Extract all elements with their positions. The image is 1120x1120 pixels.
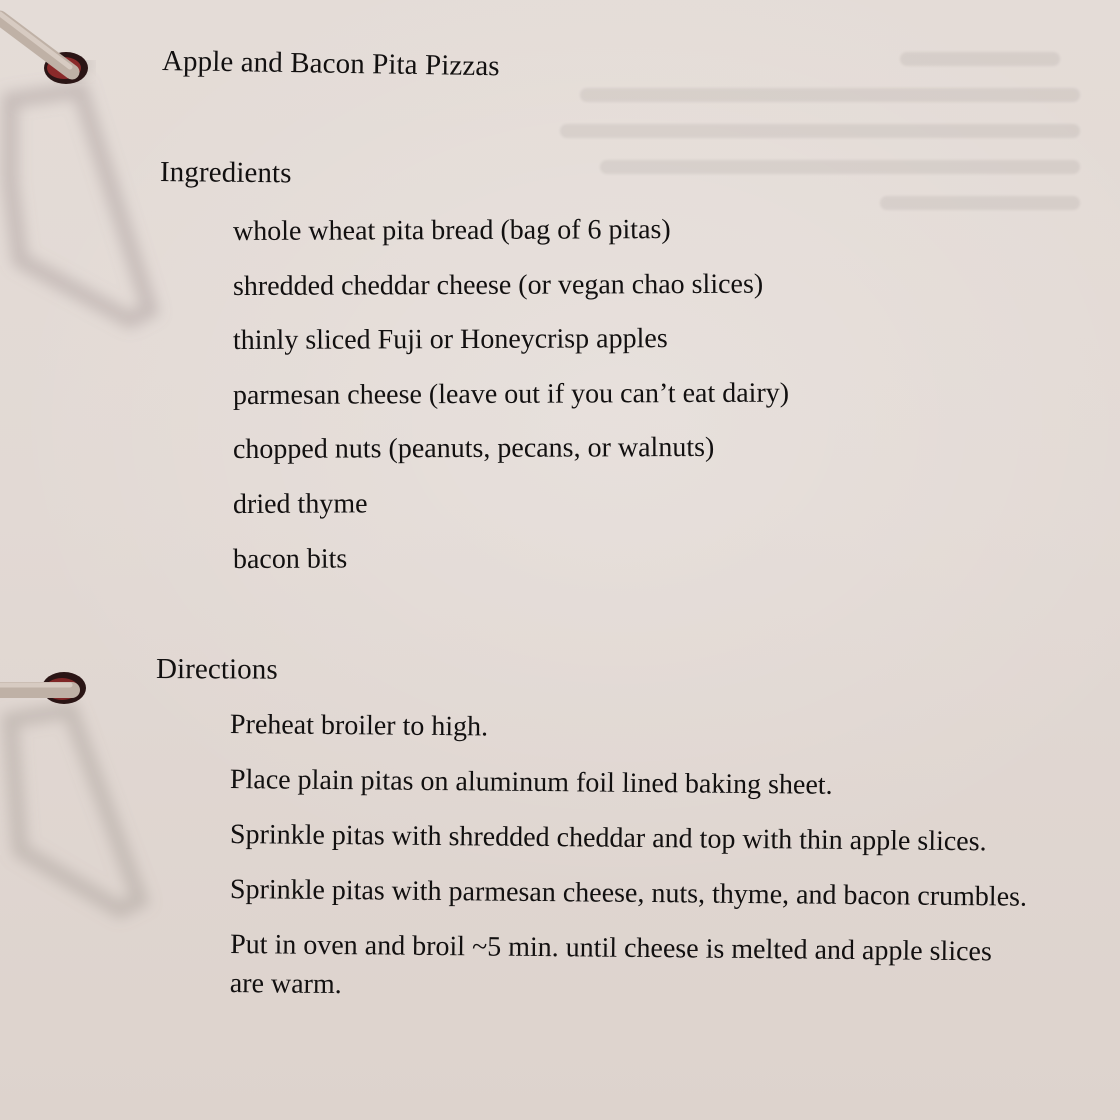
- ingredient-item: whole wheat pita bread (bag of 6 pitas): [232, 214, 671, 247]
- ingredient-item: dried thyme: [232, 488, 368, 520]
- direction-step: Place plain pitas on aluminum foil lined baking sheet.: [229, 764, 833, 801]
- binder-ring-top: [0, 0, 110, 110]
- direction-step: Sprinkle pitas with shredded cheddar and top with thin apple slices.: [229, 819, 987, 858]
- direction-step: Preheat broiler to high.: [229, 709, 489, 743]
- binder-ring-bottom: [0, 640, 110, 750]
- direction-step: Put in oven and broil ~5 min. until cheese is melted and apple slices are warm.: [229, 929, 992, 1001]
- ingredients-list: [233, 212, 789, 594]
- ingredients-heading: Ingredients: [159, 156, 292, 190]
- directions-list: [230, 705, 1030, 1019]
- ingredient-item: shredded cheddar cheese (or vegan chao slices): [232, 268, 764, 302]
- recipe-title: Apple and Bacon Pita Pizzas: [161, 45, 500, 83]
- ring-shadow-bottom: [0, 700, 240, 980]
- directions-heading: Directions: [155, 653, 278, 686]
- direction-step: Sprinkle pitas with parmesan cheese, nuts, thyme, and bacon crumbles.: [229, 874, 1028, 913]
- ingredient-item: parmesan cheese (leave out if you can’t eat dairy): [232, 377, 790, 411]
- ring-shadow-top: [0, 60, 260, 380]
- ingredient-item: bacon bits: [232, 543, 348, 575]
- ingredient-item: thinly sliced Fuji or Honeycrisp apples: [232, 323, 668, 357]
- ingredient-item: chopped nuts (peanuts, pecans, or walnuts): [232, 432, 715, 466]
